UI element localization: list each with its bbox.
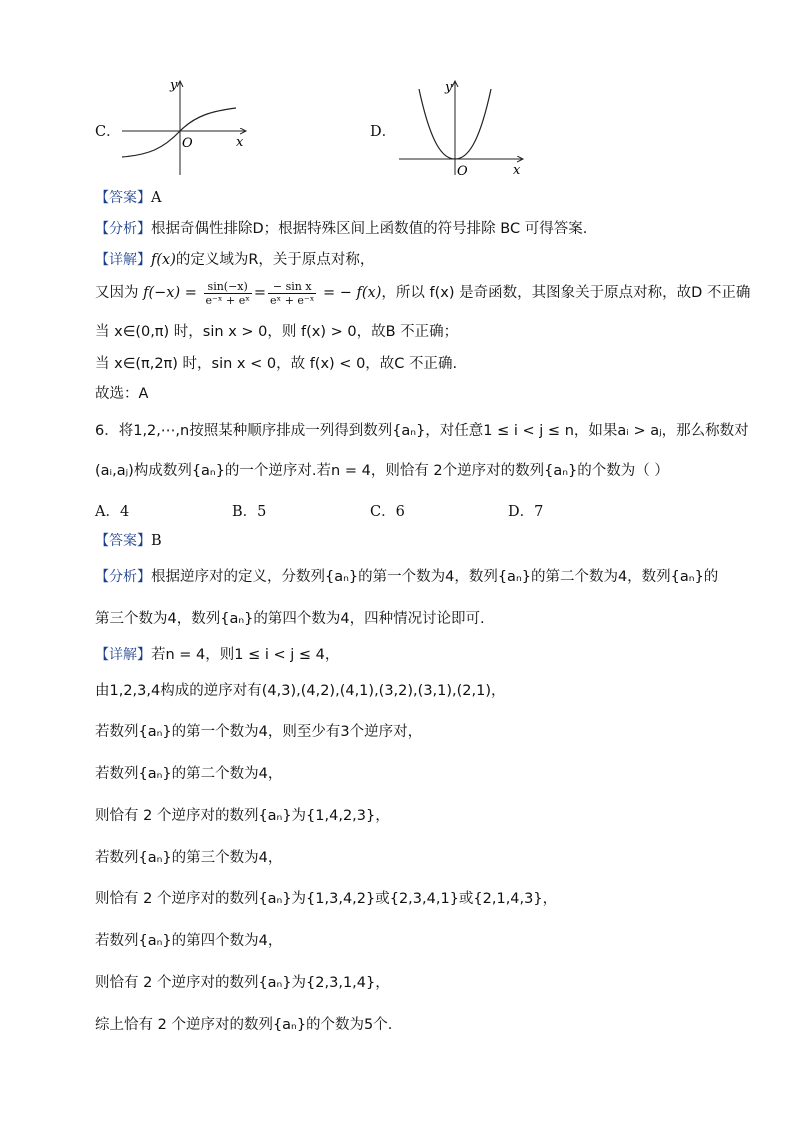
q6-detail-line5: 则恰有 2 个逆序对的数列{aₙ}为{1,4,2,3}， — [95, 808, 390, 824]
analysis-text: 根据逆序对的定义，分数列{aₙ}的第一个数为4，数列{aₙ}的第二个数为4，数列{aₙ}的 — [151, 569, 719, 585]
answer-tag: 【答案】 — [95, 533, 151, 549]
fraction-numerator: − sin x — [268, 280, 316, 294]
y-axis-label: y — [170, 78, 178, 93]
fraction-numerator: sin(−x) — [204, 280, 252, 294]
x-axis-label: x — [513, 163, 521, 178]
y-axis-label: y — [445, 80, 453, 95]
detail-prefix: 又因为 — [95, 285, 139, 301]
q6-stem-line1: 6．将1,2,⋯,n按照某种顺序排成一列得到数列{aₙ}，对任意1 ≤ i < j ≤ n，如果aᵢ > aⱼ，那么称数对 — [95, 423, 749, 439]
q6-option-d: D．7 — [508, 504, 544, 520]
detail-text: 的定义域为R，关于原点对称， — [175, 252, 375, 268]
fraction-denominator: eˣ + e⁻ˣ — [270, 293, 315, 307]
q6-detail-line4: 若数列{aₙ}的第二个数为4， — [95, 766, 283, 782]
analysis-text: 根据奇偶性排除D；根据特殊区间上函数值的符号排除 BC 可得答案. — [151, 221, 588, 237]
graph-c-curve — [122, 108, 236, 157]
q6-detail-line8: 若数列{aₙ}的第四个数为4， — [95, 933, 283, 949]
detail-suffix: ，所以 f(x) 是奇函数，其图象关于原点对称，故D 不正确 — [381, 285, 751, 301]
q6-detail-line7: 则恰有 2 个逆序对的数列{aₙ}为{1,3,4,2}或{2,3,4,1}或{2,1,4,3}， — [95, 891, 558, 907]
q6-analysis-line1 — [95, 567, 718, 587]
q5-analysis — [95, 219, 587, 239]
graph-d — [395, 75, 530, 180]
option-c-label: C． — [95, 124, 121, 140]
answer-value: B — [151, 533, 162, 549]
q5-detail-line3: 当 x∈(0,π) 时，sin x > 0，则 f(x) > 0，故B 不正确； — [95, 324, 459, 340]
q5-detail-line1 — [95, 250, 374, 270]
q6-detail-line10: 综上恰有 2 个逆序对的数列{aₙ}的个数为5个. — [95, 1017, 393, 1033]
q5-detail-line2: 又因为 f(−x) = $\frac{\sin(-x)}{\text{e⁻ˣ + eˣ}}$ = $\frac{\text{− sin x}}{\text{eˣ + e⁻ˣ}}$ = − f(x)，所以 f(x) 是奇函数，其图象关于原点对称，故D 不正确 — [95, 279, 751, 307]
q6-option-a: A．4 — [95, 504, 130, 520]
formula-rhs: = − f(x) — [323, 285, 382, 301]
answer-value: A — [151, 190, 162, 206]
q6-analysis-line2: 第三个数为4，数列{aₙ}的第四个数为4，四种情况讨论即可. — [95, 611, 485, 627]
q6-answer — [95, 531, 162, 551]
q6-option-b: B．5 — [232, 504, 267, 520]
q5-choice: 故选：A — [95, 386, 149, 402]
analysis-tag: 【分析】 — [95, 221, 151, 237]
x-axis-label: x — [236, 135, 244, 150]
q6-detail-line3: 若数列{aₙ}的第一个数为4，则至少有3个逆序对， — [95, 724, 423, 740]
analysis-tag: 【分析】 — [95, 569, 151, 585]
origin-label: O — [457, 164, 468, 179]
answer-tag: 【答案】 — [95, 190, 151, 206]
fraction-denominator: e⁻ˣ + eˣ — [205, 293, 250, 307]
detail-tag: 【详解】 — [95, 647, 151, 663]
detail-text: 若n = 4，则1 ≤ i < j ≤ 4， — [151, 647, 340, 663]
q6-detail-line6: 若数列{aₙ}的第三个数为4， — [95, 850, 283, 866]
fraction-2 — [268, 280, 316, 307]
origin-label: O — [182, 136, 193, 151]
q5-detail-line4: 当 x∈(π,2π) 时，sin x < 0，故 f(x) < 0，故C 不正确. — [95, 356, 458, 372]
q6-option-c: C．6 — [370, 504, 405, 520]
q5-answer — [95, 188, 161, 208]
q6-detail-line9: 则恰有 2 个逆序对的数列{aₙ}为{2,3,1,4}， — [95, 975, 390, 991]
option-d-label: D． — [370, 124, 397, 140]
fraction-1 — [204, 280, 252, 307]
q6-detail-line2: 由1,2,3,4构成的逆序对有(4,3),(4,2),(4,1),(3,2),(3,1),(2,1)， — [95, 683, 506, 699]
formula-lhs: f(−x) = — [143, 285, 197, 301]
q6-detail-line1 — [95, 645, 339, 665]
detail-tag: 【详解】 — [95, 252, 151, 268]
graph-c — [118, 75, 253, 180]
q6-stem-line2: (aᵢ,aⱼ)构成数列{aₙ}的一个逆序对.若n = 4，则恰有 2个逆序对的数列{aₙ}的个数为（ ） — [95, 463, 669, 479]
function-name: f(x) — [151, 252, 176, 268]
